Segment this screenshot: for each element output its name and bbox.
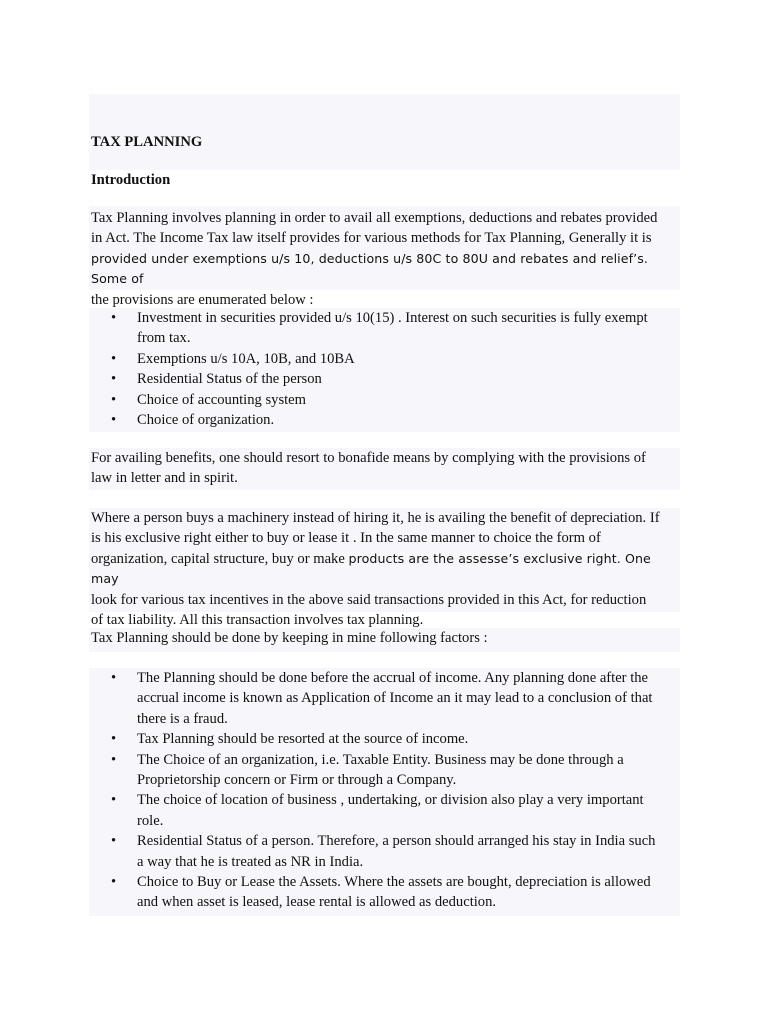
document-title: TAX PLANNING: [91, 134, 203, 150]
provisions-list: [89, 308, 680, 432]
list-item-text: Choice of organization.: [137, 412, 275, 429]
list-item: [91, 390, 678, 410]
list-item: [91, 308, 678, 349]
list-item-text: Choice to Buy or Lease the Assets. Where the assets are bought, depreciation is allowed: [137, 874, 651, 891]
list-item: [91, 668, 678, 729]
list-item-text: The Planning should be done before the accrual of income. Any planning done after the: [137, 670, 649, 686]
title-block: [89, 94, 680, 170]
list-item: [91, 872, 678, 913]
intro-line: Tax Planning involves planning in order to avail all exemptions, deductions and rebates provided: [91, 210, 658, 226]
paragraph-line: of tax liability. All this transaction involves tax planning.: [91, 612, 424, 629]
list-item: [91, 790, 678, 831]
intro-line: provided under exemptions u/s 10, deductions u/s 80C to 80U and rebates and relief’s. Some of: [91, 250, 649, 287]
bullet-icon: •: [111, 391, 117, 408]
list-item: [91, 349, 678, 369]
list-item-text: role.: [137, 812, 164, 829]
factors-list: [89, 668, 680, 916]
list-item-text: Residential Status of a person. Therefore, a person should arranged his stay in India such: [137, 833, 656, 850]
paragraph-line: Where a person buys a machinery instead of hiring it, he is availing the benefit of depreciation. If: [91, 510, 660, 526]
bullet-icon: •: [111, 751, 117, 768]
list-item-text: The Choice of an organization, i.e. Taxable Entity. Business may be done through a: [137, 751, 624, 768]
paragraph-line: Tax Planning should be done by keeping in mine following factors :: [91, 630, 488, 646]
depreciation-paragraph: [89, 508, 680, 629]
list-item: [91, 831, 678, 872]
section-heading: Introduction: [91, 172, 171, 188]
paragraph-line: look for various tax incentives in the above said transactions provided in this Act, for reduction: [91, 591, 647, 608]
list-item: [91, 750, 678, 791]
availing-paragraph: [89, 448, 680, 490]
bullet-icon: •: [111, 670, 117, 686]
paragraph-fragment: products are the assesse’s exclusive right. One may: [91, 550, 651, 587]
list-item: [91, 369, 678, 389]
paragraph-line: For availing benefits, one should resort to bonafide means by complying with the provisions of: [91, 450, 646, 466]
intro-paragraph: [89, 206, 680, 308]
list-item-text: and when asset is leased, lease rental is allowed as deduction.: [137, 894, 497, 911]
paragraph-fragment: organization, capital structure, buy or make: [91, 550, 349, 567]
list-item-text: there is a fraud.: [137, 710, 228, 727]
heading-block: [89, 170, 680, 206]
list-item: [91, 410, 678, 430]
list-item-text: Choice of accounting system: [137, 391, 307, 408]
intro-line: in Act. The Income Tax law itself provides for various methods for Tax Planning, Generally it is: [91, 230, 652, 247]
bullet-icon: •: [111, 792, 117, 809]
list-item-text: Investment in securities provided u/s 10(15) . Interest on such securities is fully exempt: [137, 310, 648, 326]
bullet-icon: •: [111, 731, 117, 748]
list-item-text: The choice of location of business , undertaking, or division also play a very important: [137, 792, 644, 809]
bullet-icon: •: [111, 412, 117, 429]
paragraph-line: law in letter and in spirit.: [91, 470, 238, 487]
bullet-icon: •: [111, 833, 117, 850]
list-item-text: Exemptions u/s 10A, 10B, and 10BA: [137, 350, 355, 367]
list-item-text: from tax.: [137, 330, 191, 347]
list-item-text: accrual income is known as Application of Income an it may lead to a conclusion of that: [137, 690, 653, 707]
bullet-icon: •: [111, 350, 117, 367]
bullet-icon: •: [111, 310, 117, 326]
paragraph-line: [91, 549, 678, 590]
list-item-text: a way that he is treated as NR in India.: [137, 853, 364, 870]
intro-line: the provisions are enumerated below :: [91, 291, 314, 308]
bullet-icon: •: [111, 371, 117, 388]
list-item-text: Residential Status of the person: [137, 371, 322, 388]
factors-intro: [89, 628, 680, 652]
paragraph-line: is his exclusive right either to buy or lease it . In the same manner to choice the form of: [91, 530, 601, 547]
list-item: [91, 729, 678, 749]
list-item-text: Tax Planning should be resorted at the source of income.: [137, 731, 469, 748]
list-item-text: Proprietorship concern or Firm or through a Company.: [137, 772, 457, 789]
bullet-icon: •: [111, 874, 117, 891]
